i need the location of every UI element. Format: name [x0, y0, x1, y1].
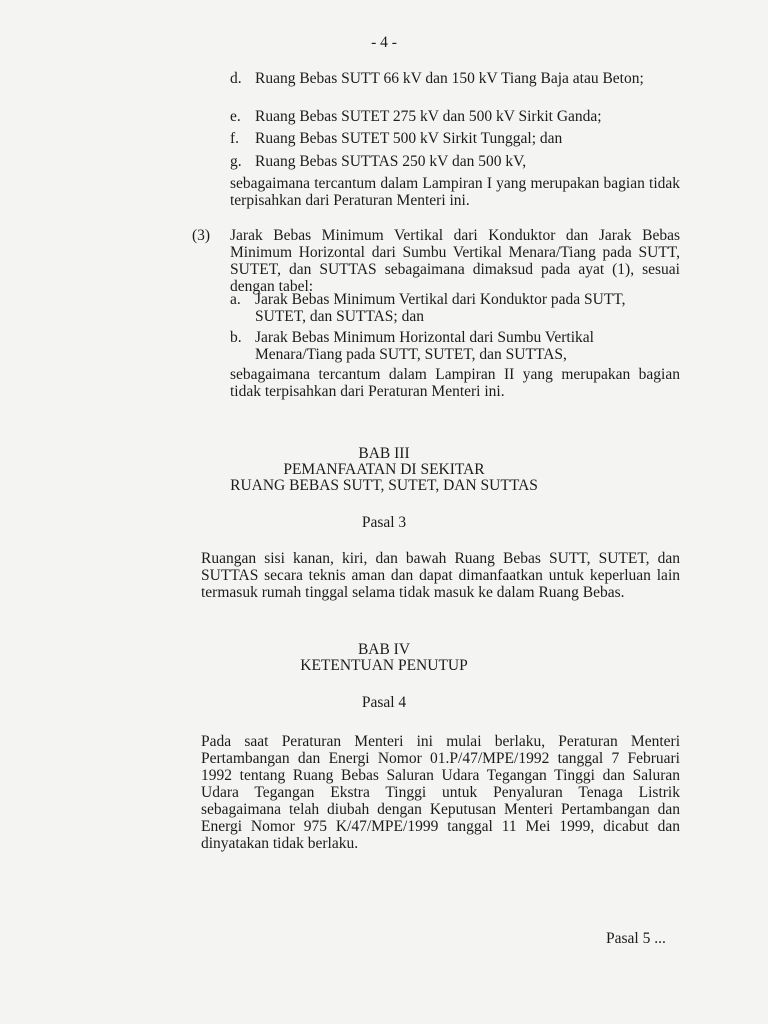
list-item: [230, 291, 680, 325]
pasal4-title: Pasal 4: [361, 694, 407, 711]
list-label: a.: [230, 291, 241, 308]
page-number: - 4 -: [371, 34, 397, 51]
pasal4-text: Pada saat Peraturan Menteri ini mulai berlaku, Peraturan Menteri Pertambangan dan Energi Nomor 01.P/47/MPE/1992 tanggal 7 Februari 1992 tentang Ruang Bebas Saluran Udara Tegangan Tinggi dan Saluran Udara Tegangan Ekstra Tinggi untuk Penyaluran Tenaga Listrik sebagaimana telah diubah dengan Keputusan Menteri Pertambangan dan Energi Nomor 975 K/47/MPE/1999 tanggal 11 Mei 1999, dicabut dan dinyatakan tidak berlaku.: [201, 733, 680, 852]
list-label: g.: [230, 153, 242, 170]
bab3-heading-line1: PEMANFAATAN DI SEKITAR: [283, 461, 485, 478]
item-3-text: Jarak Bebas Minimum Vertikal dari Konduktor dan Jarak Bebas Minimum Horizontal dari Sumbu Vertikal Menara/Tiang pada SUTT, SUTET, dan SUTTAS sebagaimana dimaksud pada ayat (1), sesuai dengan tabel:: [230, 227, 680, 295]
list-text: Ruang Bebas SUTT 66 kV dan 150 kV Tiang Baja atau Beton;: [255, 70, 644, 87]
list-text: Jarak Bebas Minimum Horizontal dari Sumbu Vertikal Menara/Tiang pada SUTT, SUTET, dan SUTTAS,: [255, 329, 594, 363]
list-label: e.: [230, 108, 241, 125]
list-item: [230, 153, 680, 170]
list-item: [230, 70, 680, 87]
list-text: Ruang Bebas SUTET 275 kV dan 500 kV Sirkit Ganda;: [255, 108, 602, 125]
list-item: [230, 130, 680, 147]
list-text: Jarak Bebas Minimum Vertikal dari Konduktor pada SUTT, SUTET, dan SUTTAS; dan: [255, 291, 626, 325]
pasal3-text: Ruangan sisi kanan, kiri, dan bawah Ruang Bebas SUTT, SUTET, dan SUTTAS secara teknis aman dan dapat dimanfaatkan untuk keperluan lain termasuk rumah tinggal selama tidak masuk ke dalam Ruang Bebas.: [201, 550, 680, 601]
item-3-label: (3): [192, 227, 211, 244]
list-text: Ruang Bebas SUTTAS 250 kV dan 500 kV,: [255, 153, 527, 170]
bab4-title: BAB IV: [357, 641, 411, 658]
list-item: [230, 329, 680, 363]
list-text: Ruang Bebas SUTET 500 kV Sirkit Tunggal; dan: [255, 130, 563, 147]
bab3-heading-line2: RUANG BEBAS SUTT, SUTET, DAN SUTTAS: [230, 477, 538, 494]
paragraph-lampiran-1: sebagaimana tercantum dalam Lampiran I yang merupakan bagian tidak terpisahkan dari Peraturan Menteri ini.: [230, 175, 680, 209]
bab4-heading-line1: KETENTUAN PENUTUP: [300, 657, 468, 674]
bab3-title: BAB III: [358, 445, 410, 462]
list-label: d.: [230, 70, 242, 87]
list-label: f.: [230, 130, 240, 147]
next-page-reference: Pasal 5 ...: [606, 930, 666, 947]
list-item: [230, 108, 680, 125]
pasal3-title: Pasal 3: [361, 514, 407, 531]
list-label: b.: [230, 329, 242, 346]
paragraph-lampiran-2: sebagaimana tercantum dalam Lampiran II yang merupakan bagian tidak terpisahkan dari Peraturan Menteri ini.: [230, 366, 680, 400]
